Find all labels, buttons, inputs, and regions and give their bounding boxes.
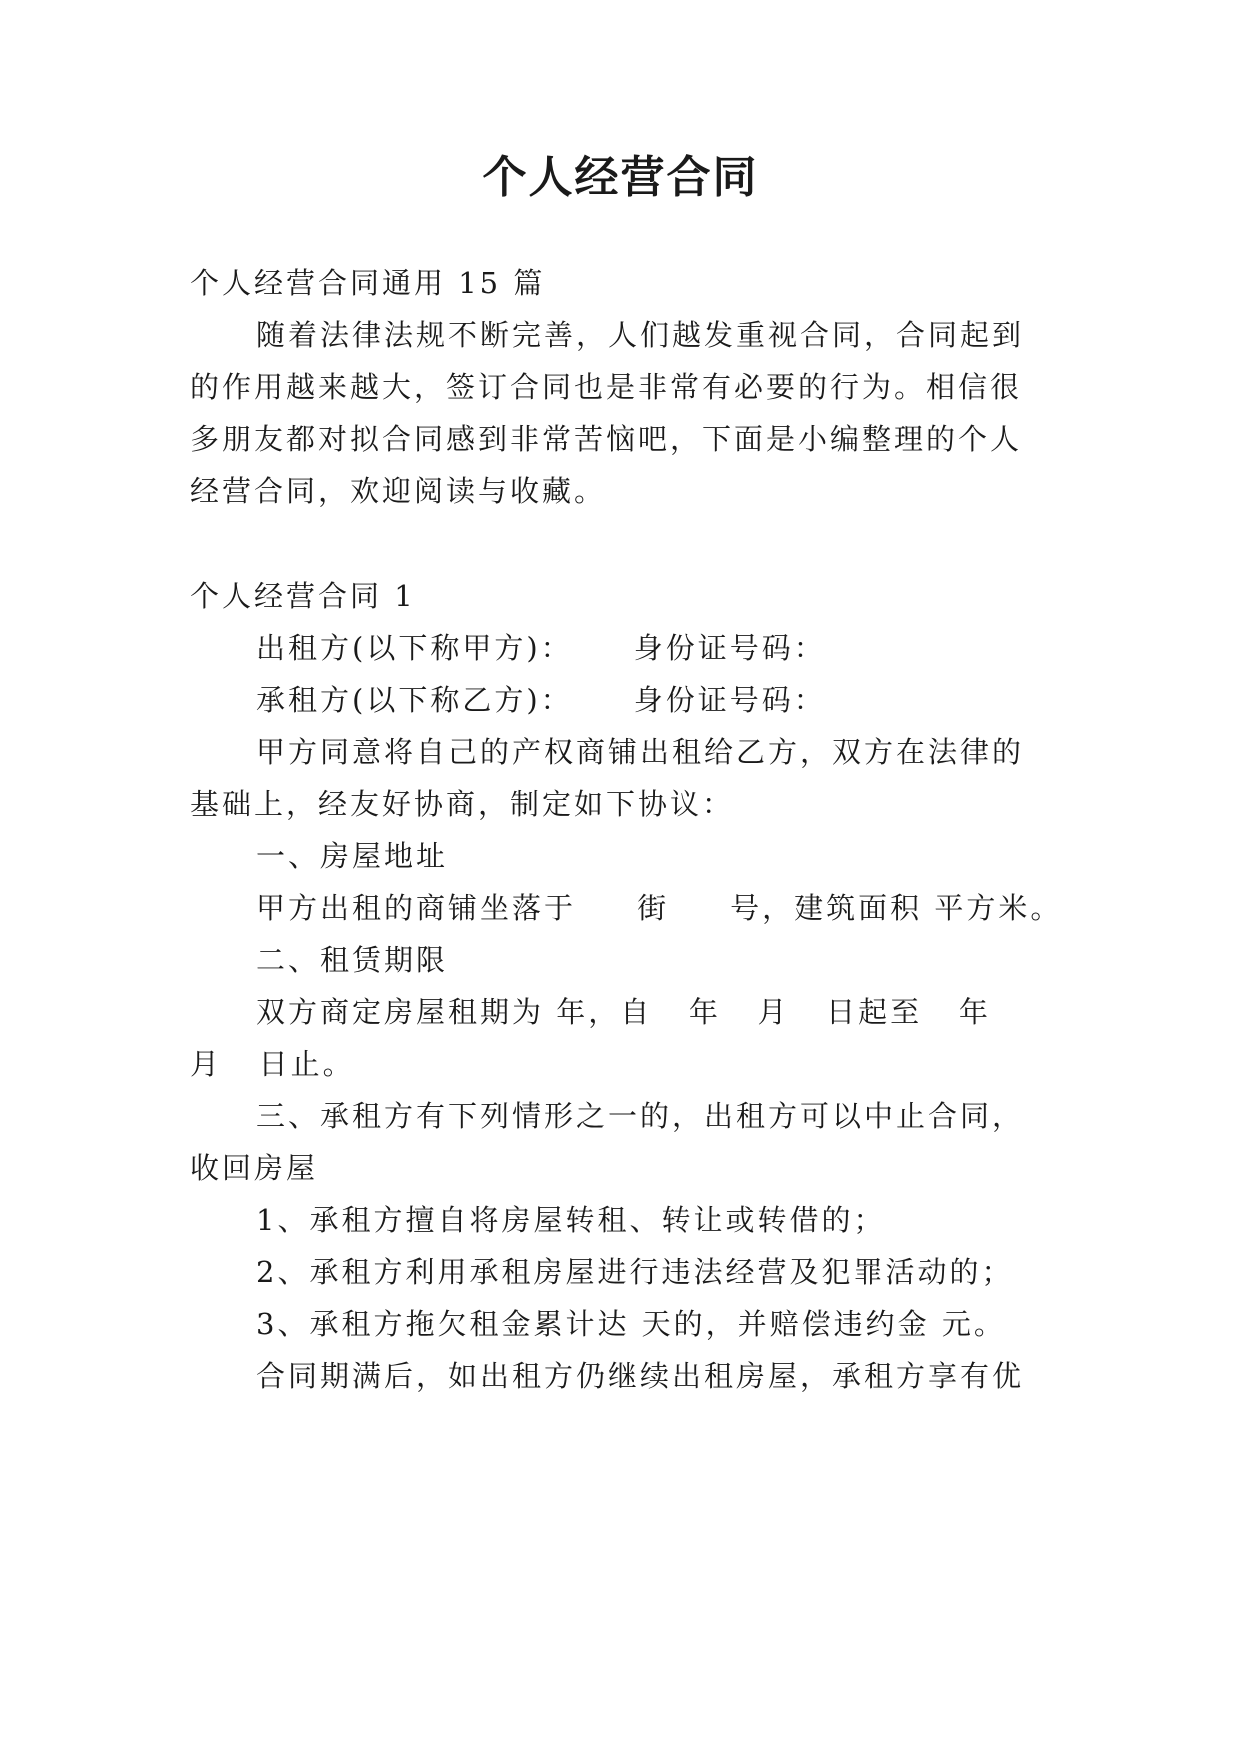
body-line: 基础上，经友好协商，制定如下协议： <box>190 787 735 821</box>
intro-line: 多朋友都对拟合同感到非常苦恼吧，下面是小编整理的个人 <box>190 422 1023 456</box>
list-item: 1、承租方擅自将房屋转租、转让或转借的； <box>256 1203 886 1237</box>
intro-line: 经营合同，欢迎阅读与收藏。 <box>190 474 607 508</box>
clause-heading: 一、房屋地址 <box>256 839 449 873</box>
list-item: 3、承租方拖欠租金累计达 天的，并赔偿违约金 元。 <box>256 1307 1006 1341</box>
body-line: 甲方同意将自己的产权商铺出租给乙方，双方在法律的 <box>256 735 1025 769</box>
subtitle: 个人经营合同通用 15 篇 <box>190 266 546 300</box>
body-line: 月 日止。 <box>190 1047 355 1081</box>
party-a-line: 出租方(以下称甲方)： 身份证号码： <box>256 631 826 665</box>
party-b-line: 承租方(以下称乙方)： 身份证号码： <box>256 683 826 717</box>
section-heading: 个人经营合同 1 <box>190 579 416 613</box>
body-line: 合同期满后，如出租方仍继续出租房屋，承租方享有优 <box>256 1359 1025 1393</box>
list-item: 2、承租方利用承租房屋进行违法经营及犯罪活动的； <box>256 1255 1014 1289</box>
clause-heading: 二、租赁期限 <box>256 943 449 977</box>
document-title: 个人经营合同 <box>482 152 759 203</box>
body-line: 双方商定房屋租期为 年，自 年 月 日起至 年 <box>256 995 991 1029</box>
body-line: 收回房屋 <box>190 1151 319 1185</box>
clause-heading: 三、承租方有下列情形之一的，出租方可以中止合同， <box>256 1099 1025 1133</box>
intro-line: 的作用越来越大，签订合同也是非常有必要的行为。相信很 <box>190 370 1023 404</box>
intro-line: 随着法律法规不断完善，人们越发重视合同，合同起到 <box>256 318 1025 352</box>
body-line: 甲方出租的商铺坐落于 街 号，建筑面积 平方米。 <box>256 891 1063 925</box>
